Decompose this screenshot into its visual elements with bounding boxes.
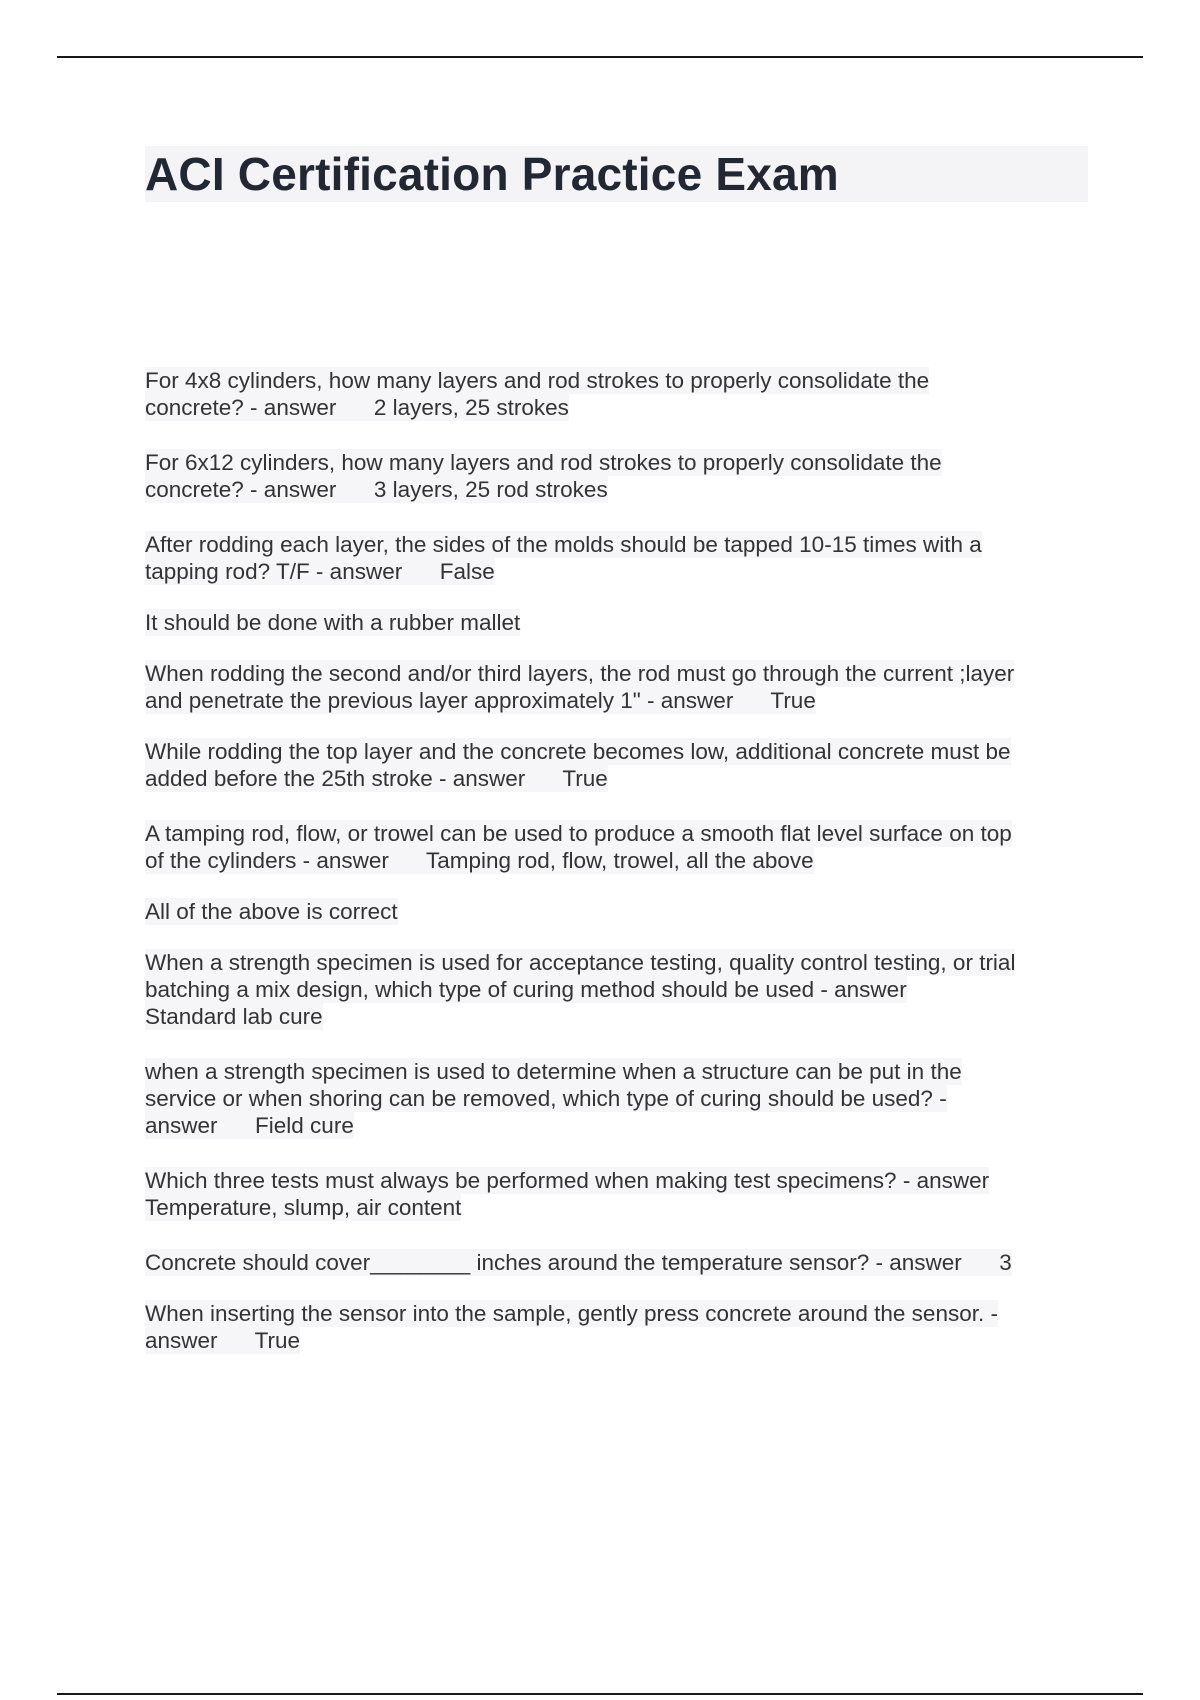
qa-line: added before the 25th stroke - answer True bbox=[145, 766, 608, 791]
qa-line: Temperature, slump, air content bbox=[145, 1195, 462, 1220]
qa-item-8 bbox=[145, 1058, 1090, 1139]
qa-line: answer True bbox=[145, 1328, 301, 1353]
qa-line: concrete? - answer 2 layers, 25 strokes bbox=[145, 395, 569, 420]
qa-line: For 4x8 cylinders, how many layers and rod strokes to properly consolidate the bbox=[145, 368, 930, 393]
qa-line: It should be done with a rubber mallet bbox=[145, 610, 521, 635]
qa-item-10 bbox=[145, 1249, 1090, 1276]
qa-list bbox=[145, 367, 1090, 1382]
qa-line: Which three tests must always be performed when making test specimens? - answer bbox=[145, 1168, 990, 1193]
qa-item-3 bbox=[145, 531, 1090, 585]
qa-line: Standard lab cure bbox=[145, 1004, 323, 1029]
header-rule bbox=[57, 56, 1143, 58]
qa-line: batching a mix design, which type of curing method should be used - answer bbox=[145, 977, 907, 1002]
qa-item-9 bbox=[145, 1167, 1090, 1221]
qa-line: When rodding the second and/or third layers, the rod must go through the current ;layer bbox=[145, 661, 1015, 686]
qa-item-1 bbox=[145, 367, 1090, 421]
qa-item-11 bbox=[145, 1300, 1090, 1354]
qa-line: A tamping rod, flow, or trowel can be used to produce a smooth flat level surface on top bbox=[145, 821, 1012, 846]
qa-line: answer Field cure bbox=[145, 1113, 354, 1138]
qa-line: and penetrate the previous layer approximately 1" - answer True bbox=[145, 688, 816, 713]
qa-line: Concrete should cover________ inches around the temperature sensor? - answer 3 bbox=[145, 1250, 1012, 1275]
qa-item-4 bbox=[145, 660, 1090, 714]
qa-line: when a strength specimen is used to determine when a structure can be put in the bbox=[145, 1059, 962, 1084]
qa-line: When inserting the sensor into the sample, gently press concrete around the sensor. - bbox=[145, 1301, 998, 1326]
qa-line: service or when shoring can be removed, which type of curing should be used? - bbox=[145, 1086, 947, 1111]
qa-note-2 bbox=[145, 898, 1090, 925]
qa-line: For 6x12 cylinders, how many layers and rod strokes to properly consolidate the bbox=[145, 450, 942, 475]
qa-line: While rodding the top layer and the concrete becomes low, additional concrete must be bbox=[145, 739, 1011, 764]
qa-line: concrete? - answer 3 layers, 25 rod strokes bbox=[145, 477, 608, 502]
qa-line: All of the above is correct bbox=[145, 899, 398, 924]
qa-item-7 bbox=[145, 949, 1090, 1030]
qa-item-5 bbox=[145, 738, 1090, 792]
page-title: ACI Certification Practice Exam bbox=[145, 148, 839, 200]
qa-line: of the cylinders - answer Tamping rod, flow, trowel, all the above bbox=[145, 848, 814, 873]
qa-note-1 bbox=[145, 609, 1090, 636]
qa-item-2 bbox=[145, 449, 1090, 503]
qa-line: tapping rod? T/F - answer False bbox=[145, 559, 495, 584]
qa-line: After rodding each layer, the sides of the molds should be tapped 10-15 times with a bbox=[145, 532, 982, 557]
qa-line: When a strength specimen is used for acceptance testing, quality control testing, or trial bbox=[145, 950, 1016, 975]
footer-rule bbox=[57, 1693, 1143, 1695]
qa-item-6 bbox=[145, 820, 1090, 874]
